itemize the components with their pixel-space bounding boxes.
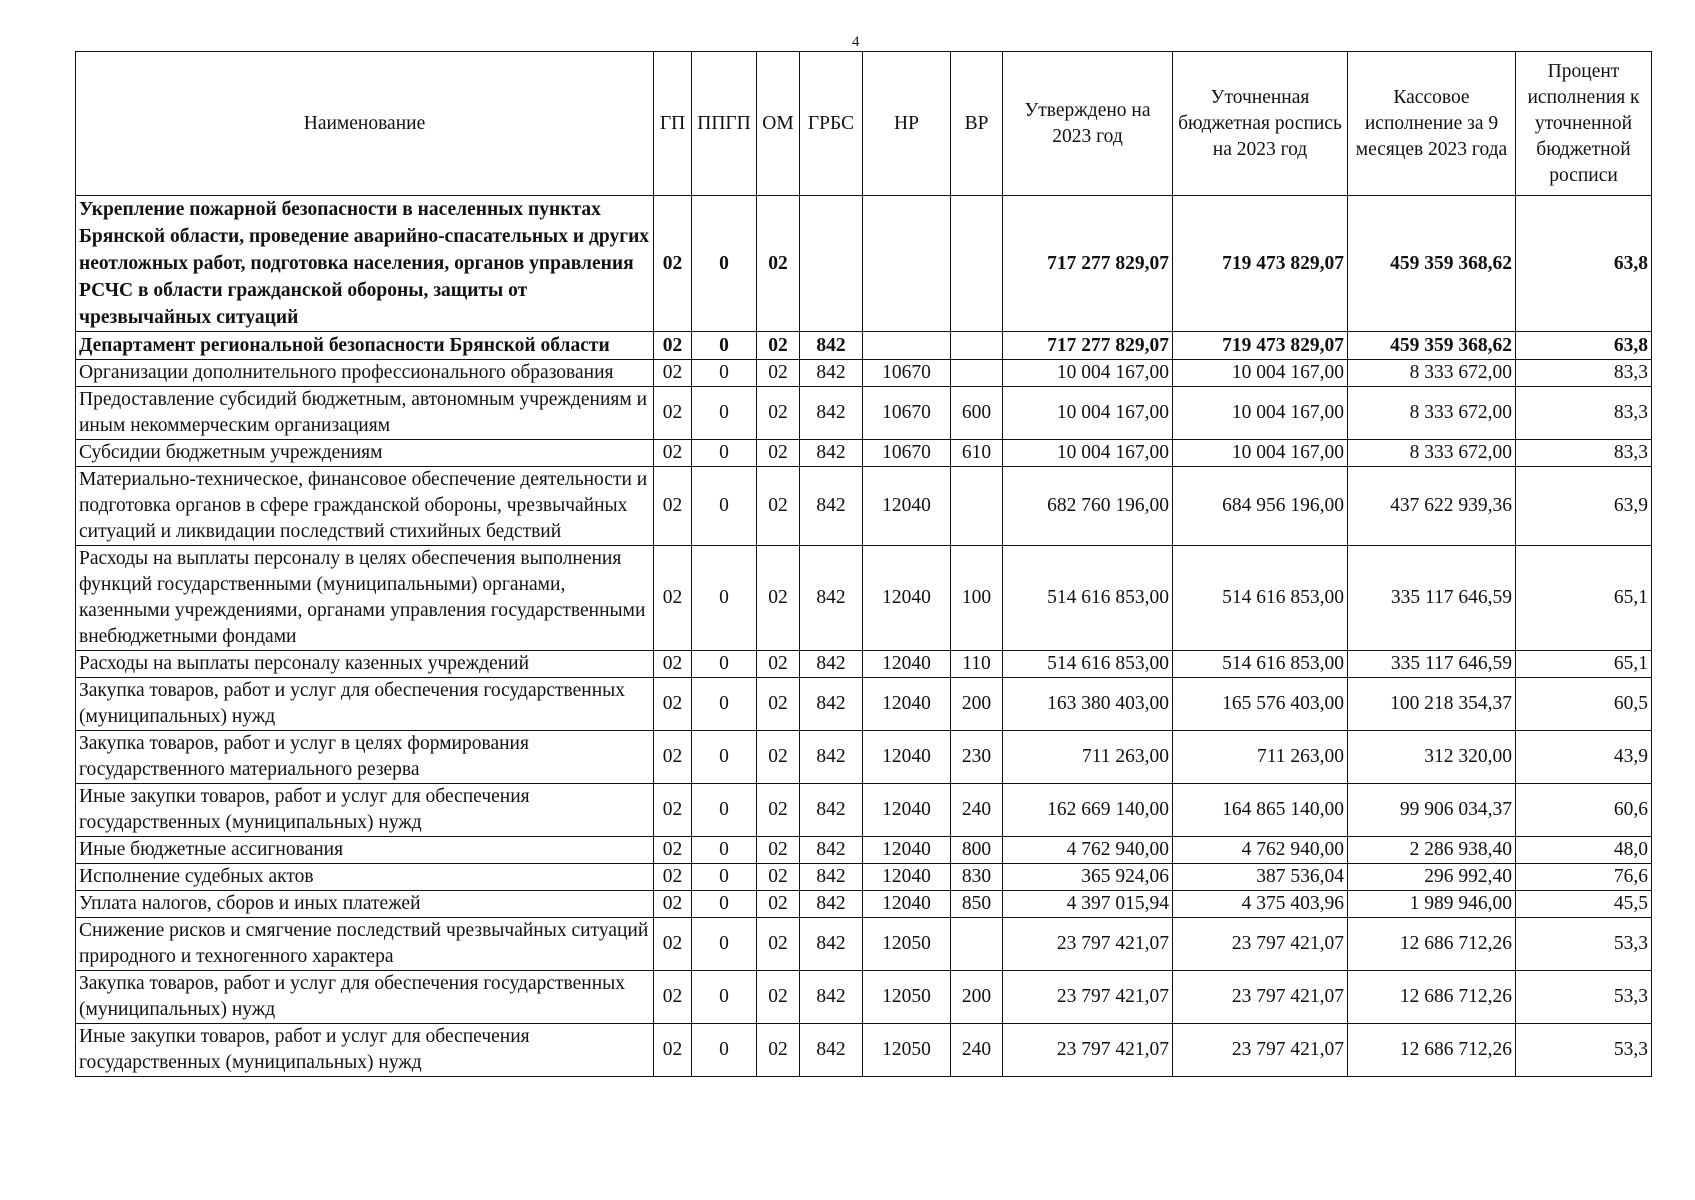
cell-nr: 10670 xyxy=(863,440,951,467)
cell-name: Снижение рисков и смягчение последствий чрезвычайных ситуаций природного и техногенного характера xyxy=(76,918,654,971)
cell-nr: 12040 xyxy=(863,678,951,731)
cell-gp: 02 xyxy=(654,546,692,651)
cell-percent: 63,8 xyxy=(1516,332,1652,360)
header-vr: ВР xyxy=(951,52,1003,196)
cell-grbs: 842 xyxy=(800,864,863,891)
cell-ppgp: 0 xyxy=(692,467,757,546)
cell-om: 02 xyxy=(757,387,800,440)
cell-refined: 387 536,04 xyxy=(1173,864,1348,891)
cell-cash: 2 286 938,40 xyxy=(1348,837,1516,864)
cell-name: Закупка товаров, работ и услуг для обеспечения государственных (муниципальных) нужд xyxy=(76,971,654,1024)
cell-gp: 02 xyxy=(654,918,692,971)
table-row xyxy=(76,440,1652,467)
cell-refined: 514 616 853,00 xyxy=(1173,651,1348,678)
cell-grbs: 842 xyxy=(800,731,863,784)
cell-ppgp: 0 xyxy=(692,440,757,467)
header-approved: Утверждено на 2023 год xyxy=(1003,52,1173,196)
cell-nr: 12040 xyxy=(863,467,951,546)
cell-vr: 100 xyxy=(951,546,1003,651)
cell-grbs: 842 xyxy=(800,837,863,864)
cell-refined: 4 762 940,00 xyxy=(1173,837,1348,864)
cell-vr: 600 xyxy=(951,387,1003,440)
cell-percent: 83,3 xyxy=(1516,360,1652,387)
cell-cash: 8 333 672,00 xyxy=(1348,360,1516,387)
cell-refined: 684 956 196,00 xyxy=(1173,467,1348,546)
cell-grbs: 842 xyxy=(800,891,863,918)
cell-nr: 12050 xyxy=(863,1024,951,1077)
cell-refined: 719 473 829,07 xyxy=(1173,196,1348,332)
cell-nr: 12050 xyxy=(863,971,951,1024)
cell-nr: 12040 xyxy=(863,546,951,651)
cell-approved: 23 797 421,07 xyxy=(1003,971,1173,1024)
cell-approved: 10 004 167,00 xyxy=(1003,360,1173,387)
cell-name: Предоставление субсидий бюджетным, автономным учреждениям и иным некоммерческим организациям xyxy=(76,387,654,440)
cell-grbs: 842 xyxy=(800,1024,863,1077)
cell-vr xyxy=(951,332,1003,360)
cell-name: Иные закупки товаров, работ и услуг для обеспечения государственных (муниципальных) нужд xyxy=(76,784,654,837)
cell-refined: 719 473 829,07 xyxy=(1173,332,1348,360)
cell-name: Уплата налогов, сборов и иных платежей xyxy=(76,891,654,918)
cell-vr: 240 xyxy=(951,784,1003,837)
header-percent: Процент исполнения к уточненной бюджетной росписи xyxy=(1516,52,1652,196)
table-row xyxy=(76,387,1652,440)
table-row xyxy=(76,546,1652,651)
cell-nr: 12040 xyxy=(863,651,951,678)
cell-gp: 02 xyxy=(654,731,692,784)
cell-vr: 850 xyxy=(951,891,1003,918)
cell-ppgp: 0 xyxy=(692,387,757,440)
cell-gp: 02 xyxy=(654,864,692,891)
header-name: Наименование xyxy=(76,52,654,196)
header-gp: ГП xyxy=(654,52,692,196)
cell-cash: 335 117 646,59 xyxy=(1348,651,1516,678)
cell-cash: 312 320,00 xyxy=(1348,731,1516,784)
cell-name: Департамент региональной безопасности Брянской области xyxy=(76,332,654,360)
cell-name: Закупка товаров, работ и услуг для обеспечения государственных (муниципальных) нужд xyxy=(76,678,654,731)
cell-refined: 514 616 853,00 xyxy=(1173,546,1348,651)
table-row xyxy=(76,678,1652,731)
cell-vr: 610 xyxy=(951,440,1003,467)
table-row xyxy=(76,1024,1652,1077)
table-row xyxy=(76,467,1652,546)
cell-om: 02 xyxy=(757,678,800,731)
cell-refined: 23 797 421,07 xyxy=(1173,1024,1348,1077)
cell-percent: 60,5 xyxy=(1516,678,1652,731)
cell-cash: 12 686 712,26 xyxy=(1348,1024,1516,1077)
cell-ppgp: 0 xyxy=(692,651,757,678)
cell-nr xyxy=(863,196,951,332)
cell-approved: 717 277 829,07 xyxy=(1003,196,1173,332)
cell-ppgp: 0 xyxy=(692,546,757,651)
cell-percent: 53,3 xyxy=(1516,971,1652,1024)
cell-om: 02 xyxy=(757,360,800,387)
cell-refined: 23 797 421,07 xyxy=(1173,971,1348,1024)
cell-percent: 83,3 xyxy=(1516,440,1652,467)
cell-gp: 02 xyxy=(654,467,692,546)
cell-om: 02 xyxy=(757,891,800,918)
header-nr: НР xyxy=(863,52,951,196)
cell-vr: 110 xyxy=(951,651,1003,678)
cell-vr: 240 xyxy=(951,1024,1003,1077)
cell-percent: 48,0 xyxy=(1516,837,1652,864)
cell-vr: 830 xyxy=(951,864,1003,891)
cell-ppgp: 0 xyxy=(692,837,757,864)
cell-approved: 4 397 015,94 xyxy=(1003,891,1173,918)
cell-ppgp: 0 xyxy=(692,784,757,837)
cell-approved: 4 762 940,00 xyxy=(1003,837,1173,864)
cell-nr xyxy=(863,332,951,360)
cell-ppgp: 0 xyxy=(692,1024,757,1077)
cell-grbs: 842 xyxy=(800,440,863,467)
header-row xyxy=(76,52,1652,196)
cell-approved: 711 263,00 xyxy=(1003,731,1173,784)
cell-nr: 12040 xyxy=(863,891,951,918)
table-row xyxy=(76,918,1652,971)
cell-grbs: 842 xyxy=(800,546,863,651)
cell-name: Иные бюджетные ассигнования xyxy=(76,837,654,864)
cell-grbs: 842 xyxy=(800,467,863,546)
cell-om: 02 xyxy=(757,440,800,467)
cell-grbs: 842 xyxy=(800,918,863,971)
cell-ppgp: 0 xyxy=(692,891,757,918)
cell-vr xyxy=(951,196,1003,332)
cell-percent: 63,8 xyxy=(1516,196,1652,332)
page-number: 4 xyxy=(852,34,860,50)
cell-grbs: 842 xyxy=(800,784,863,837)
cell-approved: 682 760 196,00 xyxy=(1003,467,1173,546)
cell-ppgp: 0 xyxy=(692,678,757,731)
cell-percent: 76,6 xyxy=(1516,864,1652,891)
table-row xyxy=(76,971,1652,1024)
cell-percent: 60,6 xyxy=(1516,784,1652,837)
cell-gp: 02 xyxy=(654,387,692,440)
cell-vr: 200 xyxy=(951,678,1003,731)
cell-vr: 230 xyxy=(951,731,1003,784)
cell-om: 02 xyxy=(757,196,800,332)
table-row xyxy=(76,731,1652,784)
table-row xyxy=(76,784,1652,837)
cell-om: 02 xyxy=(757,971,800,1024)
cell-approved: 717 277 829,07 xyxy=(1003,332,1173,360)
cell-gp: 02 xyxy=(654,1024,692,1077)
cell-grbs: 842 xyxy=(800,678,863,731)
cell-name: Расходы на выплаты персоналу в целях обеспечения выполнения функций государственными (муниципальными) органами, казенными учреждениями, органами управления государственными внебюджетными фондами xyxy=(76,546,654,651)
cell-name: Исполнение судебных актов xyxy=(76,864,654,891)
cell-ppgp: 0 xyxy=(692,196,757,332)
cell-ppgp: 0 xyxy=(692,864,757,891)
table-row xyxy=(76,332,1652,360)
cell-cash: 459 359 368,62 xyxy=(1348,332,1516,360)
table-body xyxy=(76,196,1652,1077)
cell-name: Расходы на выплаты персоналу казенных учреждений xyxy=(76,651,654,678)
cell-grbs xyxy=(800,196,863,332)
cell-nr: 10670 xyxy=(863,387,951,440)
cell-cash: 437 622 939,36 xyxy=(1348,467,1516,546)
cell-vr xyxy=(951,918,1003,971)
cell-ppgp: 0 xyxy=(692,360,757,387)
cell-refined: 165 576 403,00 xyxy=(1173,678,1348,731)
cell-cash: 8 333 672,00 xyxy=(1348,387,1516,440)
cell-name: Субсидии бюджетным учреждениям xyxy=(76,440,654,467)
cell-om: 02 xyxy=(757,1024,800,1077)
cell-vr xyxy=(951,360,1003,387)
cell-name: Иные закупки товаров, работ и услуг для обеспечения государственных (муниципальных) нужд xyxy=(76,1024,654,1077)
cell-gp: 02 xyxy=(654,971,692,1024)
cell-cash: 12 686 712,26 xyxy=(1348,971,1516,1024)
cell-cash: 12 686 712,26 xyxy=(1348,918,1516,971)
cell-grbs: 842 xyxy=(800,360,863,387)
cell-cash: 459 359 368,62 xyxy=(1348,196,1516,332)
cell-approved: 10 004 167,00 xyxy=(1003,440,1173,467)
cell-om: 02 xyxy=(757,546,800,651)
header-ppgp: ППГП xyxy=(692,52,757,196)
cell-nr: 10670 xyxy=(863,360,951,387)
cell-gp: 02 xyxy=(654,360,692,387)
cell-cash: 296 992,40 xyxy=(1348,864,1516,891)
budget-table xyxy=(75,51,1652,1077)
cell-approved: 23 797 421,07 xyxy=(1003,918,1173,971)
cell-percent: 63,9 xyxy=(1516,467,1652,546)
cell-percent: 83,3 xyxy=(1516,387,1652,440)
header-om: ОМ xyxy=(757,52,800,196)
cell-percent: 65,1 xyxy=(1516,651,1652,678)
cell-grbs: 842 xyxy=(800,651,863,678)
cell-percent: 53,3 xyxy=(1516,1024,1652,1077)
cell-name: Укрепление пожарной безопасности в населенных пунктах Брянской области, проведение аварийно-спасательных и других неотложных работ, подготовка населения, органов управления РСЧС в области гражданской обороны, защиты от чрезвычайных ситуаций xyxy=(76,196,654,332)
cell-refined: 4 375 403,96 xyxy=(1173,891,1348,918)
cell-om: 02 xyxy=(757,918,800,971)
cell-name: Организации дополнительного профессионального образования xyxy=(76,360,654,387)
cell-approved: 514 616 853,00 xyxy=(1003,651,1173,678)
cell-vr xyxy=(951,467,1003,546)
header-refined: Уточненная бюджетная роспись на 2023 год xyxy=(1173,52,1348,196)
cell-cash: 8 333 672,00 xyxy=(1348,440,1516,467)
cell-grbs: 842 xyxy=(800,971,863,1024)
cell-nr: 12040 xyxy=(863,731,951,784)
cell-gp: 02 xyxy=(654,651,692,678)
cell-refined: 10 004 167,00 xyxy=(1173,440,1348,467)
cell-gp: 02 xyxy=(654,678,692,731)
cell-nr: 12040 xyxy=(863,784,951,837)
cell-refined: 164 865 140,00 xyxy=(1173,784,1348,837)
cell-cash: 99 906 034,37 xyxy=(1348,784,1516,837)
cell-om: 02 xyxy=(757,864,800,891)
cell-cash: 335 117 646,59 xyxy=(1348,546,1516,651)
cell-cash: 100 218 354,37 xyxy=(1348,678,1516,731)
cell-om: 02 xyxy=(757,784,800,837)
cell-gp: 02 xyxy=(654,837,692,864)
cell-om: 02 xyxy=(757,332,800,360)
cell-percent: 45,5 xyxy=(1516,891,1652,918)
cell-approved: 23 797 421,07 xyxy=(1003,1024,1173,1077)
table-row xyxy=(76,837,1652,864)
cell-om: 02 xyxy=(757,467,800,546)
cell-om: 02 xyxy=(757,651,800,678)
cell-gp: 02 xyxy=(654,196,692,332)
table-row xyxy=(76,196,1652,332)
cell-om: 02 xyxy=(757,731,800,784)
cell-approved: 10 004 167,00 xyxy=(1003,387,1173,440)
cell-approved: 163 380 403,00 xyxy=(1003,678,1173,731)
cell-nr: 12040 xyxy=(863,837,951,864)
header-cash: Кассовое исполнение за 9 месяцев 2023 года xyxy=(1348,52,1516,196)
cell-approved: 162 669 140,00 xyxy=(1003,784,1173,837)
table-row xyxy=(76,651,1652,678)
cell-gp: 02 xyxy=(654,784,692,837)
cell-gp: 02 xyxy=(654,440,692,467)
cell-om: 02 xyxy=(757,837,800,864)
table-row xyxy=(76,360,1652,387)
cell-name: Материально-техническое, финансовое обеспечение деятельности и подготовка органов в сфере гражданской обороны, чрезвычайных ситуаций и ликвидации последствий стихийных бедствий xyxy=(76,467,654,546)
cell-refined: 711 263,00 xyxy=(1173,731,1348,784)
cell-refined: 23 797 421,07 xyxy=(1173,918,1348,971)
cell-vr: 800 xyxy=(951,837,1003,864)
header-grbs: ГРБС xyxy=(800,52,863,196)
cell-name: Закупка товаров, работ и услуг в целях формирования государственного материального резерва xyxy=(76,731,654,784)
cell-cash: 1 989 946,00 xyxy=(1348,891,1516,918)
cell-gp: 02 xyxy=(654,332,692,360)
cell-ppgp: 0 xyxy=(692,971,757,1024)
table-row xyxy=(76,864,1652,891)
table-row xyxy=(76,891,1652,918)
cell-refined: 10 004 167,00 xyxy=(1173,360,1348,387)
cell-approved: 365 924,06 xyxy=(1003,864,1173,891)
cell-refined: 10 004 167,00 xyxy=(1173,387,1348,440)
cell-percent: 65,1 xyxy=(1516,546,1652,651)
cell-ppgp: 0 xyxy=(692,332,757,360)
cell-approved: 514 616 853,00 xyxy=(1003,546,1173,651)
cell-percent: 43,9 xyxy=(1516,731,1652,784)
cell-ppgp: 0 xyxy=(692,731,757,784)
cell-nr: 12050 xyxy=(863,918,951,971)
cell-vr: 200 xyxy=(951,971,1003,1024)
cell-grbs: 842 xyxy=(800,332,863,360)
cell-grbs: 842 xyxy=(800,387,863,440)
cell-ppgp: 0 xyxy=(692,918,757,971)
cell-gp: 02 xyxy=(654,891,692,918)
cell-nr: 12040 xyxy=(863,864,951,891)
cell-percent: 53,3 xyxy=(1516,918,1652,971)
